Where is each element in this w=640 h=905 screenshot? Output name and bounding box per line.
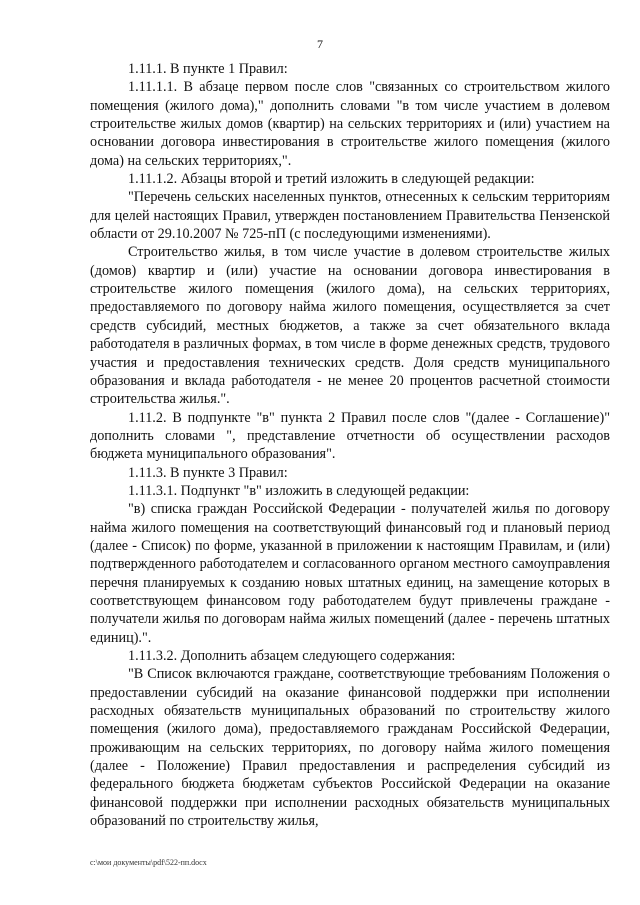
paragraph: 1.11.3.1. Подпункт "в" изложить в следующей редакции: (128, 482, 470, 499)
paragraph: 1.11.2. В подпункте "в" пункта 2 Правил после слов "(далее - Соглашение)" дополнить словами ", представление отчетности об осуществлении расходов бюджета муниципального образования". (90, 409, 610, 463)
paragraph: "Перечень сельских населенных пунктов, отнесенных к сельским территориям для целей настоящих Правил, утвержден постановлением Правительства Пензенской области от 29.10.2007 № 725-пП (с последующими изменениями). (90, 189, 610, 243)
footer-file-path: c:\мои документы\pdf\522-пп.docx (90, 858, 207, 867)
paragraph: 1.11.1.2. Абзацы второй и третий изложить в следующей редакции: (128, 171, 535, 188)
page-number: 7 (317, 37, 323, 51)
paragraph: "В Список включаются граждане, соответствующие требованиям Положения о предоставлении субсидий на оказание финансовой поддержки при исполнении расходных обязательств муниципальных образований по строительству жилого помещения (жилого дома), предоставляемого гражданам Российской Федерации, проживающим на сельских территориях, по договору найма жилого помещения (далее - Положение) Правил предоставления и распределения субсидий из федерального бюджета бюджетам субъектов Российской Федерации на оказание финансовой поддержки при исполнении расходных обязательств муниципальных образований по строительству жилья, (90, 666, 610, 830)
paragraph: Строительство жилья, в том числе участие в долевом строительстве жилых (домов) квартир и (или) участие на основании договора инвестирования в строительстве жилого помещения (жилого дома), на сельских территориях, предоставляемого по договору найма жилого помещения, осуществляется за счет средств субсидий, местных бюджетов, а также за счет обязательного вклада работодателя в различных формах, в том числе в форме денежных средств, трудового участия и предоставления технических средств. Доля средств муниципального образования и вклада работодателя - не менее 20 процентов расчетной стоимости строительства жилья.". (90, 244, 610, 408)
paragraph: 1.11.3.2. Дополнить абзацем следующего содержания: (128, 648, 456, 664)
document-body (90, 60, 610, 830)
paragraph: "в) списка граждан Российской Федерации - получателей жилья по договору найма жилого помещения на соответствующий финансовый год и плановый период (далее - Список) по форме, указанной в приложении к настоящим Правилам, и (или) подтвержденного работодателем и согласованного органом местного самоуправления перечня планируемых к созданию новых штатных единиц, на замещение которых в соответствующем финансовом году работодателем будут привлечены граждане - получатели жилья по договорам найма жилых помещений (далее - перечень штатных единиц).". (90, 501, 610, 646)
paragraph: 1.11.1. В пункте 1 Правил: (128, 61, 288, 77)
paragraph: 1.11.1.1. В абзаце первом после слов "связанных со строительством жилого помещения (жилого дома)," дополнить словами "в том числе участием в долевом строительстве жилых домов (квартир) на сельских территориях и (или) участием на основании договора инвестирования в строительстве жилого помещения (жилого дома) на сельских территориях,". (90, 79, 610, 169)
paragraph: 1.11.3. В пункте 3 Правил: (128, 464, 288, 481)
